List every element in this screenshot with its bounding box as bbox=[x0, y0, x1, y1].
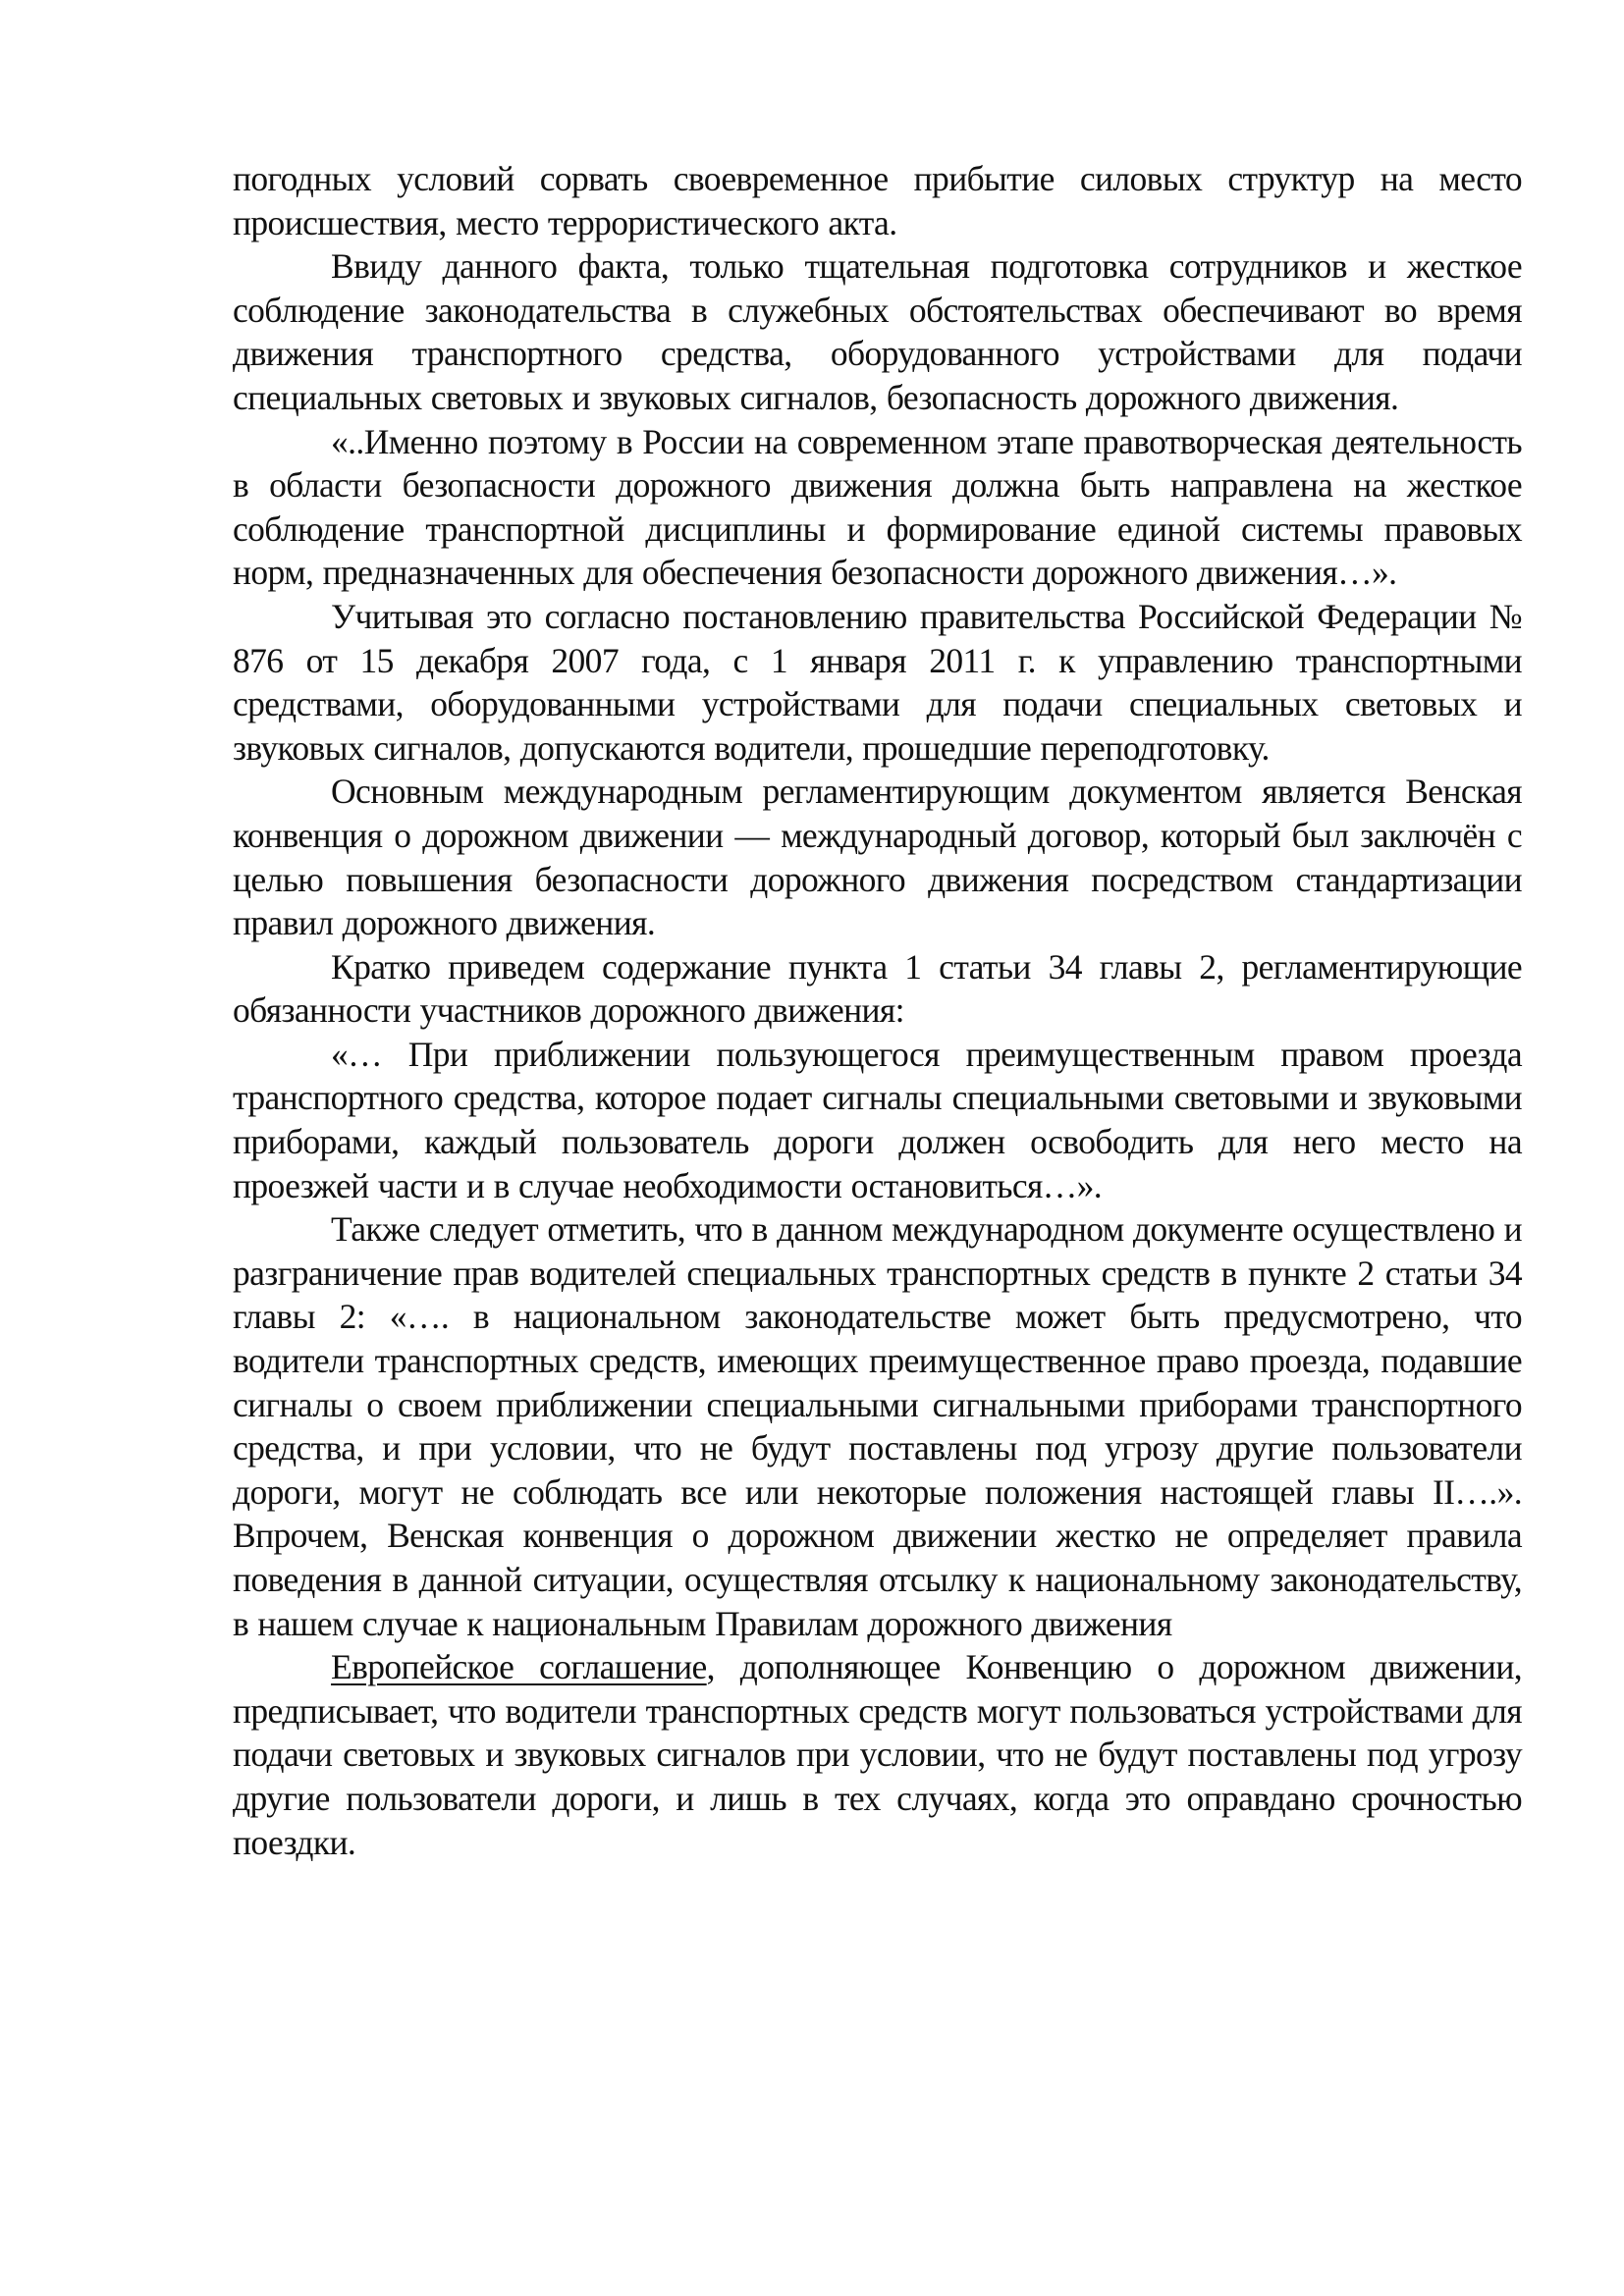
paragraph-preparation: Ввиду данного факта, только тщательная подготовка сотрудников и жесткое соблюдение законодательства в служебных обстоятельствах обеспечивают во время движения транспортного средства, оборудованного устройствами для подачи специальных световых и звуковых сигналов, безопасность дорожного движения. bbox=[233, 246, 1522, 417]
european-agreement-link[interactable]: Европейское соглашение bbox=[331, 1647, 707, 1687]
paragraph-vienna-convention: Основным международным регламентирующим документом является Венская конвенция о дорожном движении — международный договор, который был заключён с целью повышения безопасности дорожного движения посредством стандартизации правил дорожного движения. bbox=[233, 772, 1522, 943]
paragraph-european-agreement bbox=[233, 1645, 1522, 1864]
paragraph-article-34-quote: «… При приближении пользующегося преимущественным правом проезда транспортного средства, которое подает сигналы специальными световыми и звуковыми приборами, каждый пользователь дороги должен освободить для него место на проезжей части и в случае необходимости остановиться…». bbox=[233, 1034, 1522, 1205]
document-page bbox=[233, 157, 1522, 1864]
paragraph-rights-distinction: Также следует отметить, что в данном международном документе осуществлено и разграничение прав водителей специальных транспортных средств в пункте 2 статьи 34 главы 2: «…. в национальном законодательстве может быть предусмотрено, что водители транспортных средств, имеющих преимущественное право проезда, подавшие сигналы о своем приближении специальными сигнальными приборами транспортного средства, и при условии, что не будут поставлены под угрозу другие пользователи дороги, могут не соблюдать все или некоторые положения настоящей главы II….». Впрочем, Венская конвенция о дорожном движении жестко не определяет правила поведения в данной ситуации, осуществляя отсылку к национальному законодательству, в нашем случае к национальным Правилам дорожного движения bbox=[233, 1209, 1522, 1643]
paragraph-european-agreement-text: , дополняющее Конвенцию о дорожном движении, предписывает, что водители транспортных средств могут пользоваться устройствами для подачи световых и звуковых сигналов при условии, что не будут поставлены под угрозу другие пользователи дороги, и лишь в тех случаях, когда это оправдано срочностью поездки. bbox=[233, 1647, 1522, 1862]
paragraph-article-34-intro: Кратко приведем содержание пункта 1 статьи 34 главы 2, регламентирующие обязанности участников дорожного движения: bbox=[233, 946, 1522, 1031]
paragraph-quote-russia: «..Именно поэтому в России на современном этапе правотворческая деятельность в области безопасности дорожного движения должна быть направлена на жесткое соблюдение транспортной дисциплины и формирование единой системы правовых норм, предназначенных для обеспечения безопасности дорожного движения…». bbox=[233, 421, 1522, 593]
paragraph-continuation: погодных условий сорвать своевременное прибытие силовых структур на место происшествия, место террористического акта. bbox=[233, 159, 1522, 242]
paragraph-government-decree: Учитывая это согласно постановлению правительства Российской Федерации № 876 от 15 декабря 2007 года, с 1 января 2011 г. к управлению транспортными средствами, оборудованными устройствами для подачи специальных световых и звуковых сигналов, допускаются водители, прошедшие переподготовку. bbox=[233, 596, 1522, 768]
